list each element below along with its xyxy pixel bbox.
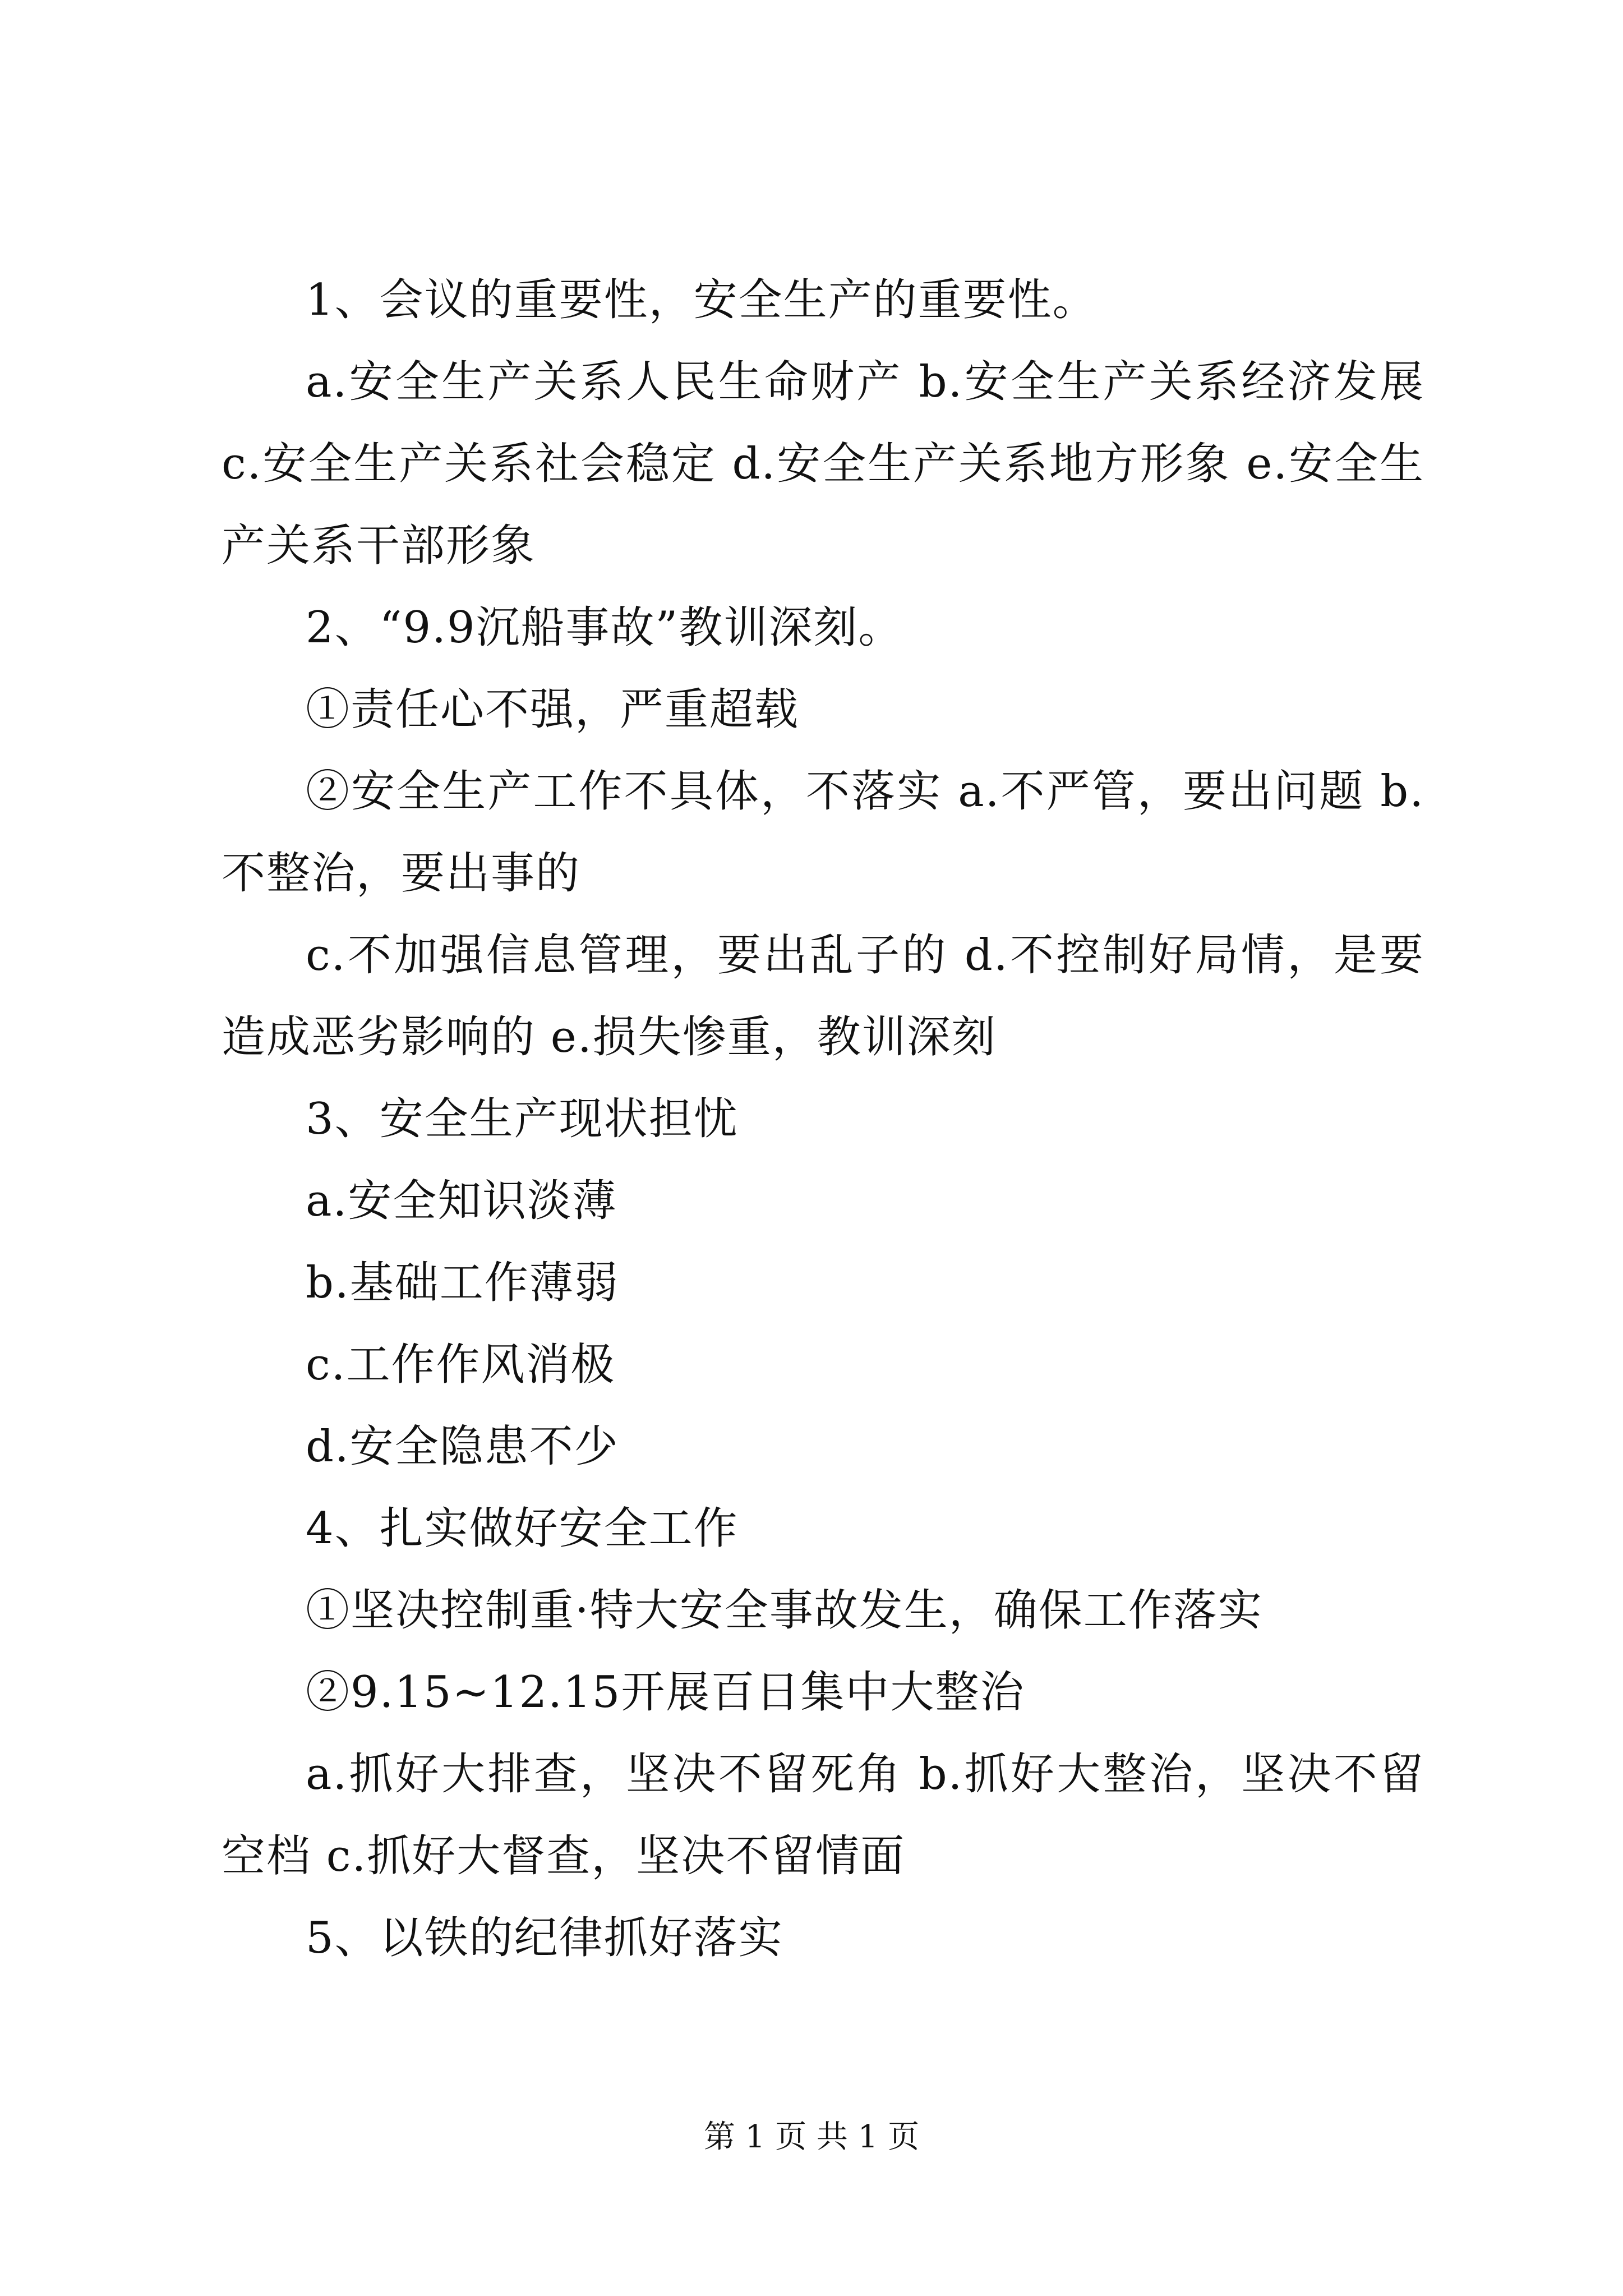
paragraph-3: 2、“9.9沉船事故”教训深刻。 [306, 602, 903, 653]
paragraph-4: ①责任心不强，严重超载 [306, 684, 800, 735]
paragraph-2: a.安全生产关系人民生命财产 b.安全生产关系经济发展 c.安全生产关系社会稳定 d.安全生产关系地方形象 e.安全生产关系干部形象 [222, 357, 1424, 571]
paragraph-7: 3、安全生产现状担忧 [306, 1094, 739, 1144]
page-footer: 第 1 页 共 1 页 [703, 2119, 920, 2155]
paragraph-12: 4、扎实做好安全工作 [306, 1503, 739, 1554]
paragraph-5: ②安全生产工作不具体，不落实 a.不严管，要出问题 b.不整治，要出事的 [222, 766, 1424, 899]
paragraph-8: a.安全知识淡薄 [306, 1176, 617, 1226]
paragraph-16: 5、以铁的纪律抓好落实 [306, 1913, 783, 1963]
document-body [222, 259, 1424, 1979]
paragraph-13: ①坚决控制重·特大安全事故发生，确保工作落实 [306, 1585, 1263, 1636]
paragraph-11: d.安全隐患不少 [306, 1421, 619, 1472]
paragraph-1: 1、会议的重要性，安全生产的重要性。 [306, 275, 1098, 325]
paragraph-6: c.不加强信息管理，要出乱子的 d.不控制好局情，是要造成恶劣影响的 e.损失惨重，教训深刻 [222, 930, 1424, 1062]
paragraph-9: b.基础工作薄弱 [306, 1258, 619, 1308]
paragraph-10: c.工作作风消极 [306, 1340, 616, 1390]
paragraph-14: ②9.15~12.15开展百日集中大整治 [306, 1667, 1025, 1718]
paragraph-15: a.抓好大排查，坚决不留死角 b.抓好大整治，坚决不留空档 c.抓好大督查，坚决不留情面 [222, 1749, 1424, 1881]
